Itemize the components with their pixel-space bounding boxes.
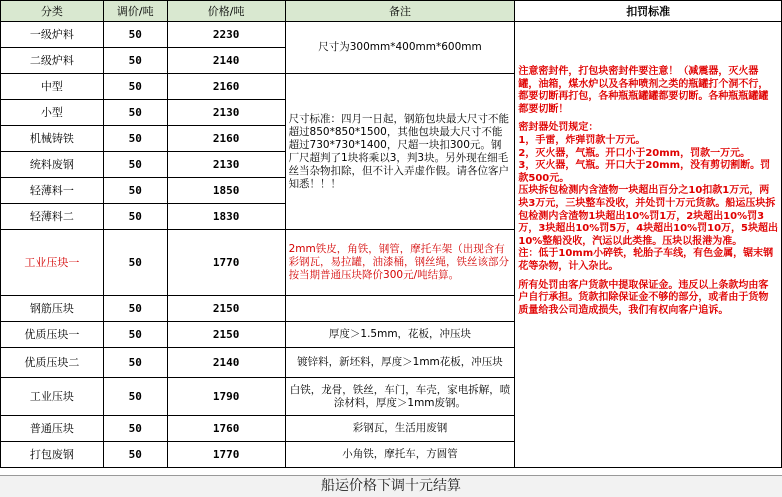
price-cell: 1830 bbox=[167, 204, 285, 230]
category-cell: 轻薄料一 bbox=[1, 178, 104, 204]
category-cell: 工业压块 bbox=[1, 378, 104, 416]
category-cell: 优质压块二 bbox=[1, 348, 104, 378]
adjust-cell: 50 bbox=[103, 178, 167, 204]
penalty-sealed-notice: 注意密封件，打包块密封件要注意！（减震器，灭火器罐，油箱，煤水炉以及各种喷剂之类的瓶罐打个洞不行，都要切断再打包，各种瓶瓶罐罐都要切断。各种瓶瓶罐罐都要切断！ bbox=[518, 66, 769, 115]
adjust-cell: 50 bbox=[103, 442, 167, 468]
price-cell: 2140 bbox=[167, 48, 285, 74]
adjust-cell: 50 bbox=[103, 348, 167, 378]
remark-cell: 镀锌料，新坯料，厚度＞1mm花板，冲压块 bbox=[285, 348, 515, 378]
adjust-cell: 50 bbox=[103, 126, 167, 152]
remark-cell: 白铁，龙骨，铁丝，车门，车壳，家电拆解，喷涂材料，厚度＞1mm废钢。 bbox=[285, 378, 515, 416]
category-cell: 一级炉料 bbox=[1, 22, 104, 48]
adjust-cell: 50 bbox=[103, 74, 167, 100]
category-cell: 钢筋压块 bbox=[1, 296, 104, 322]
category-cell: 二级炉料 bbox=[1, 48, 104, 74]
price-cell: 1760 bbox=[167, 416, 285, 442]
adjust-cell: 50 bbox=[103, 100, 167, 126]
category-cell: 工业压块一 bbox=[1, 230, 104, 296]
remark-cell: 尺寸为300mm*400mm*600mm bbox=[285, 22, 515, 74]
adjust-cell: 50 bbox=[103, 152, 167, 178]
adjust-cell: 50 bbox=[103, 48, 167, 74]
remark-cell: 厚度＞1.5mm，花板，冲压块 bbox=[285, 322, 515, 348]
adjust-cell: 50 bbox=[103, 322, 167, 348]
adjust-cell: 50 bbox=[103, 296, 167, 322]
category-cell: 机械铸铁 bbox=[1, 126, 104, 152]
price-cell: 2160 bbox=[167, 126, 285, 152]
price-cell: 2130 bbox=[167, 100, 285, 126]
remark-cell: 彩钢瓦，生活用废钢 bbox=[285, 416, 515, 442]
price-cell: 2130 bbox=[167, 152, 285, 178]
category-cell: 优质压块一 bbox=[1, 322, 104, 348]
adjust-cell: 50 bbox=[103, 378, 167, 416]
price-cell: 2150 bbox=[167, 322, 285, 348]
header-row bbox=[1, 1, 782, 22]
price-cell: 1790 bbox=[167, 378, 285, 416]
penalty-standards bbox=[515, 22, 782, 468]
header-penalty: 扣罚标准 bbox=[515, 1, 782, 22]
adjust-cell: 50 bbox=[103, 204, 167, 230]
category-cell: 统料废钢 bbox=[1, 152, 104, 178]
remark-cell: 2mm铁皮，角铁，钢管，摩托车架（出现含有彩钢瓦，易拉罐，油漆桶，钢丝绳，铁丝该部分按当期普通压块降价300元/吨结算。 bbox=[285, 230, 515, 296]
category-cell: 轻薄料二 bbox=[1, 204, 104, 230]
price-cell: 1850 bbox=[167, 178, 285, 204]
price-cell: 2140 bbox=[167, 348, 285, 378]
table-row bbox=[1, 22, 782, 48]
price-cell: 2230 bbox=[167, 22, 285, 48]
category-cell: 小型 bbox=[1, 100, 104, 126]
footer-note: 船运价格下调十元结算 bbox=[0, 475, 782, 497]
header-remarks: 备注 bbox=[285, 1, 515, 22]
remark-cell: 小角铁，摩托车，方圆管 bbox=[285, 442, 515, 468]
penalty-deduction: 所有处罚由客户货款中提取保证金。违反以上条款均由客户自行承担。货款扣除保证金不够的部分，或者由于货物质量给我公司造成损失，我们有权向客户追诉。 bbox=[518, 279, 769, 316]
category-cell: 中型 bbox=[1, 74, 104, 100]
adjust-cell: 50 bbox=[103, 230, 167, 296]
adjust-cell: 50 bbox=[103, 416, 167, 442]
header-price: 价格/吨 bbox=[167, 1, 285, 22]
price-cell: 2160 bbox=[167, 74, 285, 100]
remark-cell bbox=[285, 296, 515, 322]
price-cell: 1770 bbox=[167, 230, 285, 296]
header-adjust: 调价/吨 bbox=[103, 1, 167, 22]
adjust-cell: 50 bbox=[103, 22, 167, 48]
price-cell: 1770 bbox=[167, 442, 285, 468]
price-cell: 2150 bbox=[167, 296, 285, 322]
category-cell: 普通压块 bbox=[1, 416, 104, 442]
category-cell: 打包废钢 bbox=[1, 442, 104, 468]
penalty-rules: 密封器处罚规定： 1，手雷，炸弹罚款十万元。 2，灭火器，气瓶。开口小于20mm，罚款一万元。 3，灭火器，气瓶。开口大于20mm，没有剪切割断。罚款500元。 压块拆包检测内含渣物一块超出百分之10扣款1万元，两块3万元，三块整车没收，并处罚十万元货款。船运压块拆包检测内含渣物1块超出10%罚1万，2块超出10%罚3万，3块超出10%罚5万，4块超出10%罚10万，5块超出10%整船没收，汽运以此类推。压块以报港为准。 注：低于10mm小碎铁，轮胎子车线，有色金属，锯末钢花等杂物，计入杂比。 bbox=[518, 122, 778, 272]
remark-cell: 尺寸标准：四月一日起，钢筋包块最大尺寸不能超过850*850*1500，其他包块最大尺寸不能超过730*730*1400，尺超一块扣300元。钢厂尺超判了1块将乘以3，判3块。另外现在细毛丝当杂物扣除，但不计入弄虚作假。请各位客户知悉！！！ bbox=[285, 74, 515, 230]
header-category: 分类 bbox=[1, 1, 104, 22]
